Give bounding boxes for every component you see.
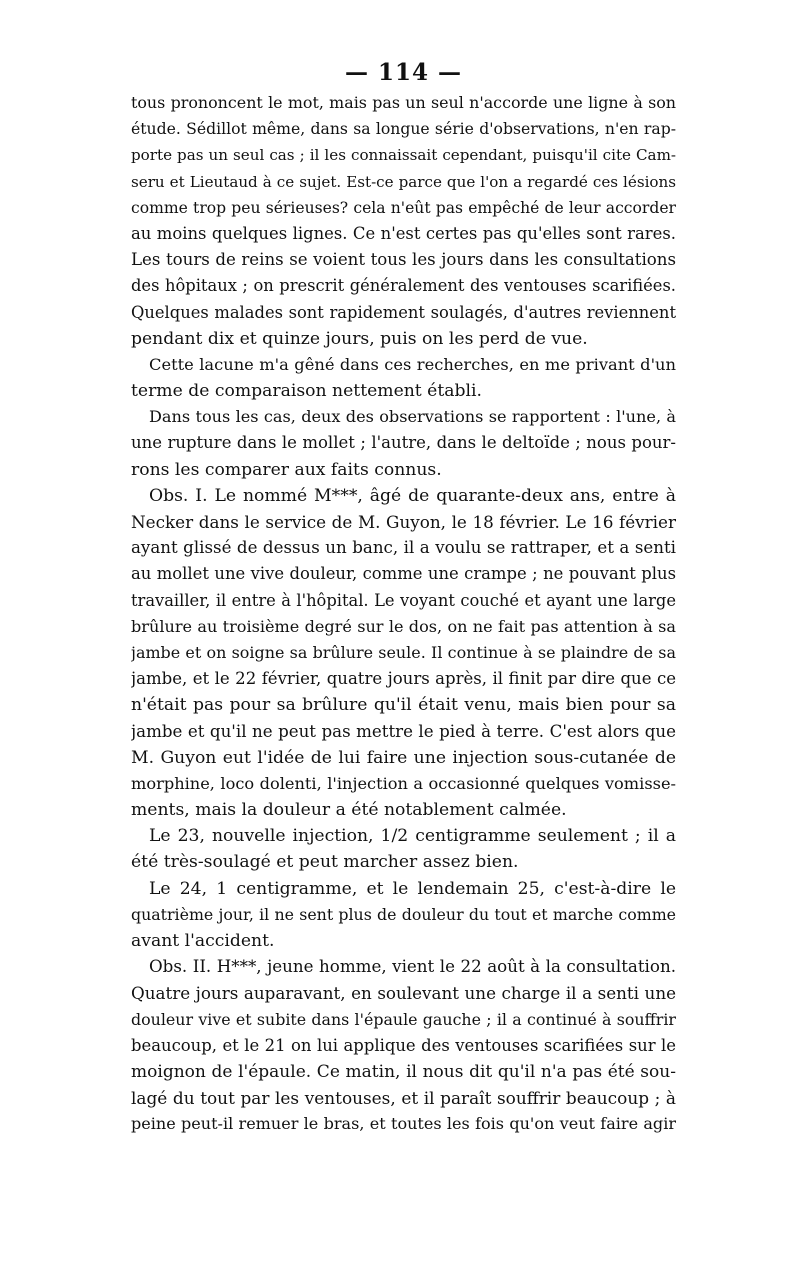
text-line: été très-soulagé et peut marcher assez bien. — [131, 852, 519, 873]
text-line: ments, mais la douleur a été notablement calmée. — [131, 800, 567, 821]
text-line: Obs. II. H***, jeune homme, vient le 22 août à la consultation. — [149, 957, 676, 977]
text-line: M. Guyon eut l'idée de lui faire une injection sous-cutanée de — [131, 747, 676, 768]
text-line: lagé du tout par les ventouses, et il paraît souffrir beaucoup ; à — [131, 1088, 676, 1109]
text-line: Dans tous les cas, deux des observations se rapportent : l'une, à — [149, 407, 676, 427]
text-line: porte pas un seul cas ; il les connaissait cependant, puisqu'il cite Cam- — [131, 146, 676, 165]
book-page — [131, 56, 676, 1138]
text-line: Necker dans le service de M. Guyon, le 18 février. Le 16 février — [131, 512, 676, 532]
text-line: au mollet une vive douleur, comme une crampe ; ne pouvant plus — [131, 564, 676, 584]
text-line: rons les comparer aux faits connus. — [131, 459, 442, 480]
text-line: ayant glissé de dessus un banc, il a voulu se rattraper, et a senti — [131, 538, 676, 558]
text-line: Le 23, nouvelle injection, 1/2 centigramme seulement ; il a — [149, 826, 676, 847]
text-line: Obs. I. Le nommé M***, âgé de quarante-deux ans, entre à — [149, 485, 676, 506]
text-line: pendant dix et quinze jours, puis on les perd de vue. — [131, 328, 588, 349]
text-line: au moins quelques lignes. Ce n'est certes pas qu'elles sont rares. — [131, 223, 676, 243]
text-line: avant l'accident. — [131, 931, 275, 951]
page-number: — 114 — — [344, 59, 463, 86]
text-line: peine peut-il remuer le bras, et toutes les fois qu'on veut faire agir — [131, 1114, 676, 1134]
text-line: morphine, loco dolenti, l'injection a occasionné quelques vomisse- — [131, 773, 676, 793]
text-line: moignon de l'épaule. Ce matin, il nous dit qu'il n'a pas été sou- — [131, 1061, 676, 1082]
text-line: jambe, et le 22 février, quatre jours après, il finit par dire que ce — [131, 669, 676, 689]
text-line: Quatre jours auparavant, en soulevant une charge il a senti une — [131, 983, 676, 1004]
text-line: jambe et qu'il ne peut pas mettre le pied à terre. C'est alors que — [131, 721, 676, 741]
text-line: jambe et on soigne sa brûlure seule. Il continue à se plaindre de sa — [131, 642, 676, 662]
text-line: terme de comparaison nettement établi. — [131, 381, 482, 402]
text-line: beaucoup, et le 21 on lui applique des ventouses scarifiées sur le — [131, 1035, 676, 1055]
text-line: douleur vive et subite dans l'épaule gauche ; il a continué à souffrir — [131, 1009, 676, 1029]
text-line: brûlure au troisième degré sur le dos, on ne fait pas attention à sa — [131, 616, 676, 636]
text-line: Les tours de reins se voient tous les jours dans les consultations — [131, 250, 676, 270]
text-line: Le 24, 1 centigramme, et le lendemain 25, c'est-à-dire le — [149, 878, 676, 899]
text-line: n'était pas pour sa brûlure qu'il était venu, mais bien pour sa — [131, 695, 676, 716]
body-text — [131, 90, 676, 1138]
text-line: quatrième jour, il ne sent plus de douleur du tout et marche comme — [131, 904, 676, 924]
text-line: travailler, il entre à l'hôpital. Le voyant couché et ayant une large — [131, 590, 676, 610]
text-line: des hôpitaux ; on prescrit généralement des ventouses scarifiées. — [131, 276, 676, 296]
text-line: comme trop peu sérieuses? cela n'eût pas empêché de leur accorder — [131, 198, 676, 217]
text-line: seru et Lieutaud à ce sujet. Est-ce parce que l'on a regardé ces lésions — [131, 172, 676, 191]
text-line: tous prononcent le mot, mais pas un seul n'accorde une ligne à son — [131, 93, 676, 112]
text-line: Cette lacune m'a gêné dans ces recherches, en me privant d'un — [149, 354, 676, 374]
text-line: étude. Sédillot même, dans sa longue série d'observations, n'en rap- — [131, 119, 676, 139]
text-line: une rupture dans le mollet ; l'autre, dans le deltoïde ; nous pour- — [131, 433, 676, 453]
text-line: Quelques malades sont rapidement soulagés, d'autres reviennent — [131, 302, 676, 322]
